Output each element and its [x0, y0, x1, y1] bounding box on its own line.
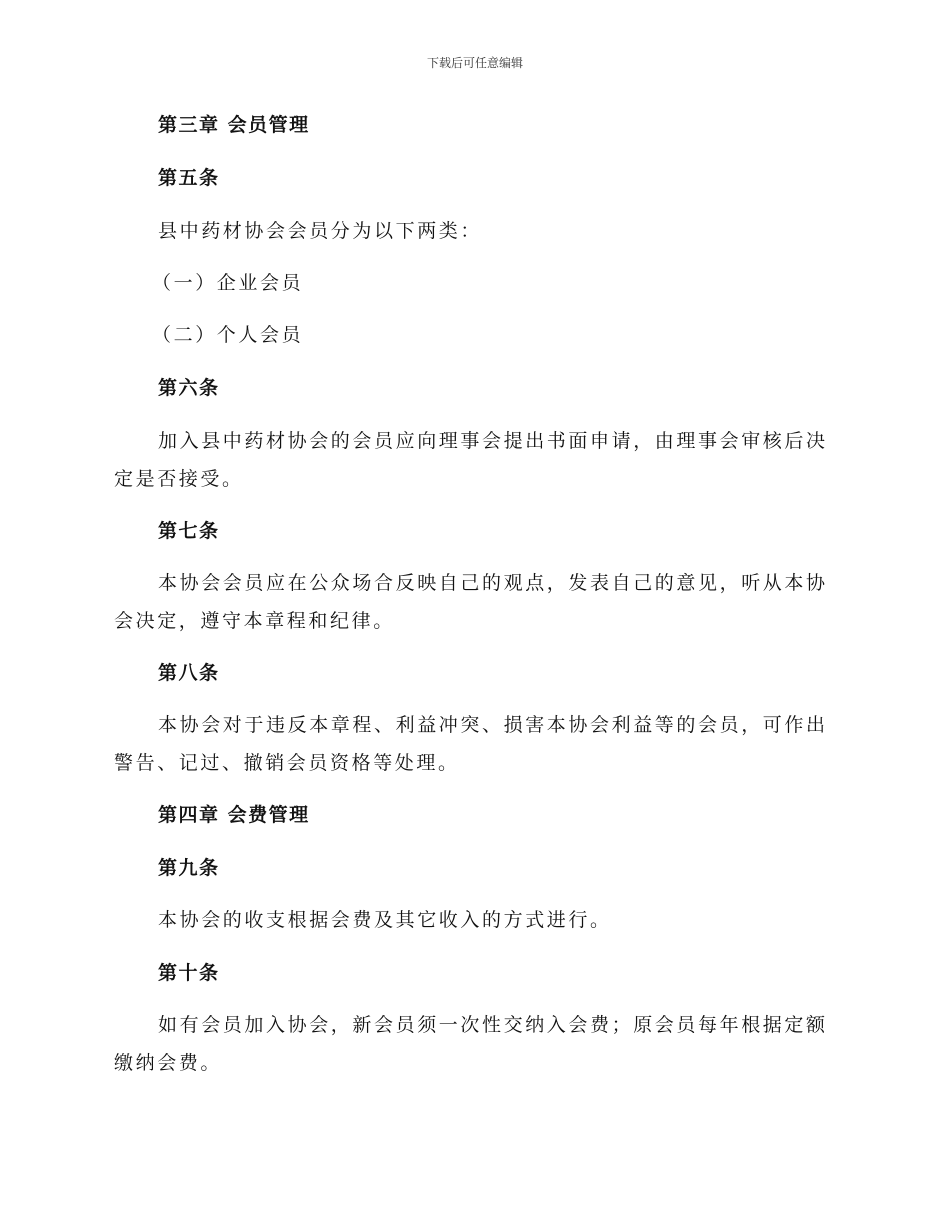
article-heading: 第五条	[158, 167, 220, 189]
list-item: （二）个人会员	[152, 324, 304, 346]
paragraph: 本协会会员应在公众场合反映自己的观点，发表自己的意见，听从本协会决定，遵守本章程和纪律。	[114, 572, 828, 632]
chapter-heading: 第三章 会员管理	[158, 114, 310, 136]
list-item: （一）企业会员	[152, 272, 304, 294]
article-heading: 第六条	[158, 377, 220, 399]
paragraph: 县中药材协会会员分为以下两类：	[158, 220, 483, 242]
paragraph: 本协会的收支根据会费及其它收入的方式进行。	[158, 909, 612, 931]
article-heading: 第七条	[158, 520, 220, 542]
article-heading: 第八条	[158, 662, 220, 684]
article-heading: 第九条	[158, 857, 220, 879]
page-header: 下载后可任意编辑	[426, 56, 523, 70]
paragraph: 加入县中药材协会的会员应向理事会提出书面申请，由理事会审核后决定是否接受。	[114, 430, 828, 490]
paragraph: 本协会对于违反本章程、利益冲突、损害本协会利益等的会员，可作出警告、记过、撤销会员资格等处理。	[114, 714, 828, 774]
paragraph: 如有会员加入协会，新会员须一次性交纳入会费；原会员每年根据定额缴纳会费。	[114, 1014, 828, 1074]
chapter-heading: 第四章 会费管理	[158, 804, 310, 826]
article-heading: 第十条	[158, 962, 220, 984]
